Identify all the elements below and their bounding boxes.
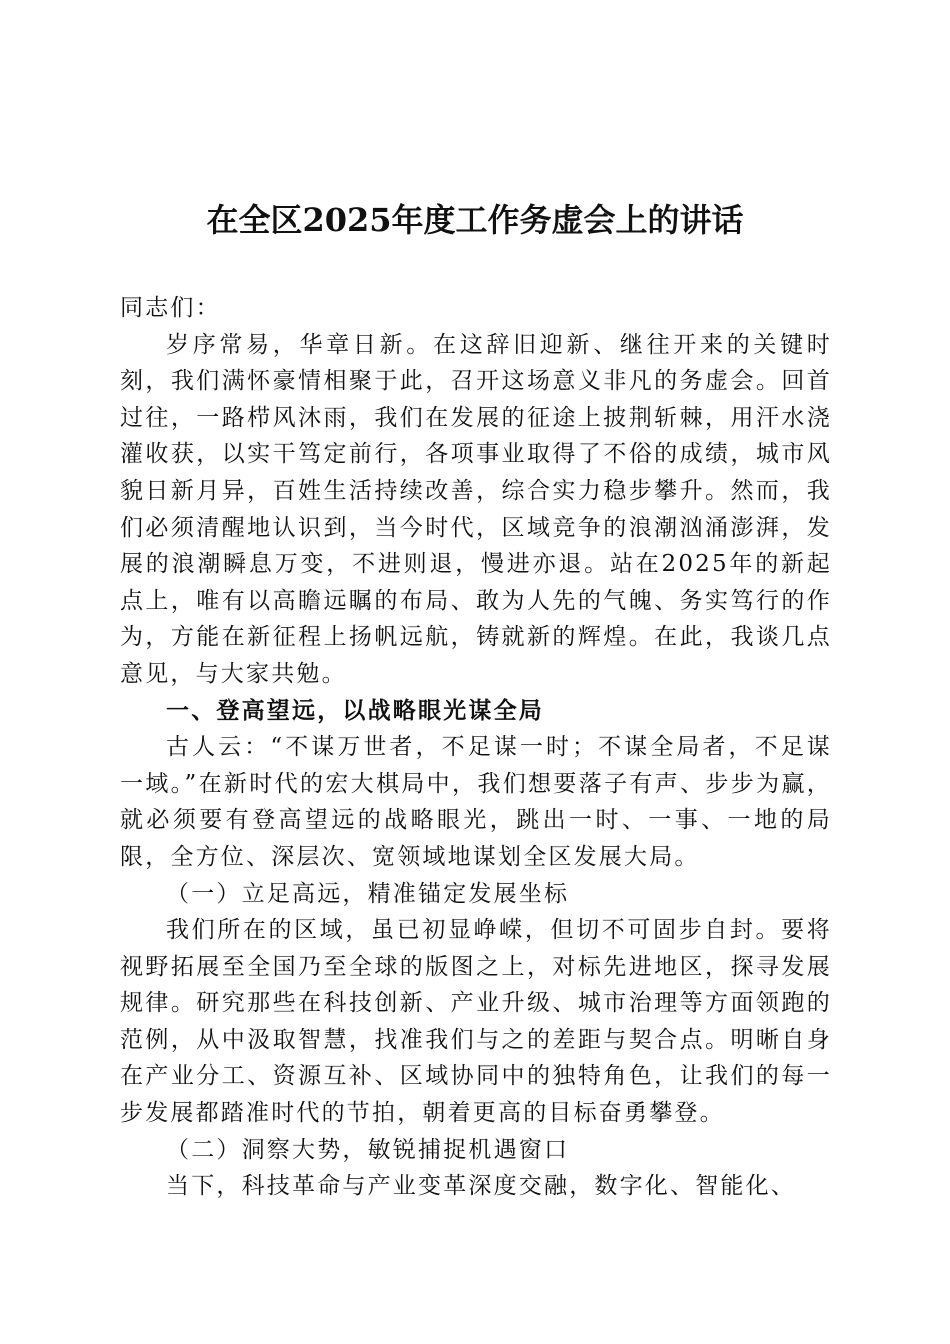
subsection-paragraph: 我们所在的区域，虽已初显峥嵘，但切不可固步自封。要将视野拓展至全国乃至全球的版图之上，对标先进地区，探寻发展规律。研究那些在科技创新、产业升级、城市治理等方面领跑的范例，从中汲取智慧，找准我们与之的差距与契合点。明晰自身在产业分工、资源互补、区域协同中的独特角色，让我们的每一步发展都踏准时代的节拍，朝着更高的目标奋勇攀登。	[120, 917, 832, 1127]
document-body	[120, 290, 832, 1205]
section-heading: 一、登高望远，以战略眼光谋全局	[166, 696, 544, 724]
salutation: 同志们：	[120, 295, 221, 321]
subsection-heading: （二）洞察大势，敏锐捕捉机遇窗口	[166, 1136, 570, 1163]
section-intro-paragraph: 古人云：“不谋万世者，不足谋一时；不谋全局者，不足谋一域。”在新时代的宏大棋局中，我们想要落子有声、步步为赢，就必须要有登高望远的战略眼光，跳出一时、一事、一地的局限，全方位、深层次、宽领域地谋划全区发展大局。	[120, 734, 832, 870]
opening-paragraph: 岁序常易，华章日新。在这辞旧迎新、继往开来的关键时刻，我们满怀豪情相聚于此，召开这场意义非凡的务虚会。回首过往，一路栉风沐雨，我们在发展的征途上披荆斩棘，用汗水浇灌收获，以实干笃定前行，各项事业取得了不俗的成绩，城市风貌日新月异，百姓生活持续改善，综合实力稳步攀升。然而，我们必须清醒地认识到，当今时代，区域竞争的浪潮汹涌澎湃，发展的浪潮瞬息万变，不进则退，慢进亦退。站在2025年的新起点上，唯有以高瞻远瞩的布局、敢为人先的气魄、务实笃行的作为，方能在新征程上扬帆远航，铸就新的辉煌。在此，我谈几点意见，与大家共勉。	[120, 331, 832, 687]
subsection-heading: （一）立足高远，精准锚定发展坐标	[166, 880, 570, 907]
page-title: 在全区2025年度工作务虚会上的讲话	[206, 201, 744, 239]
subsection-paragraph: 当下，科技革命与产业变革深度交融，数字化、智能化、	[166, 1173, 796, 1200]
